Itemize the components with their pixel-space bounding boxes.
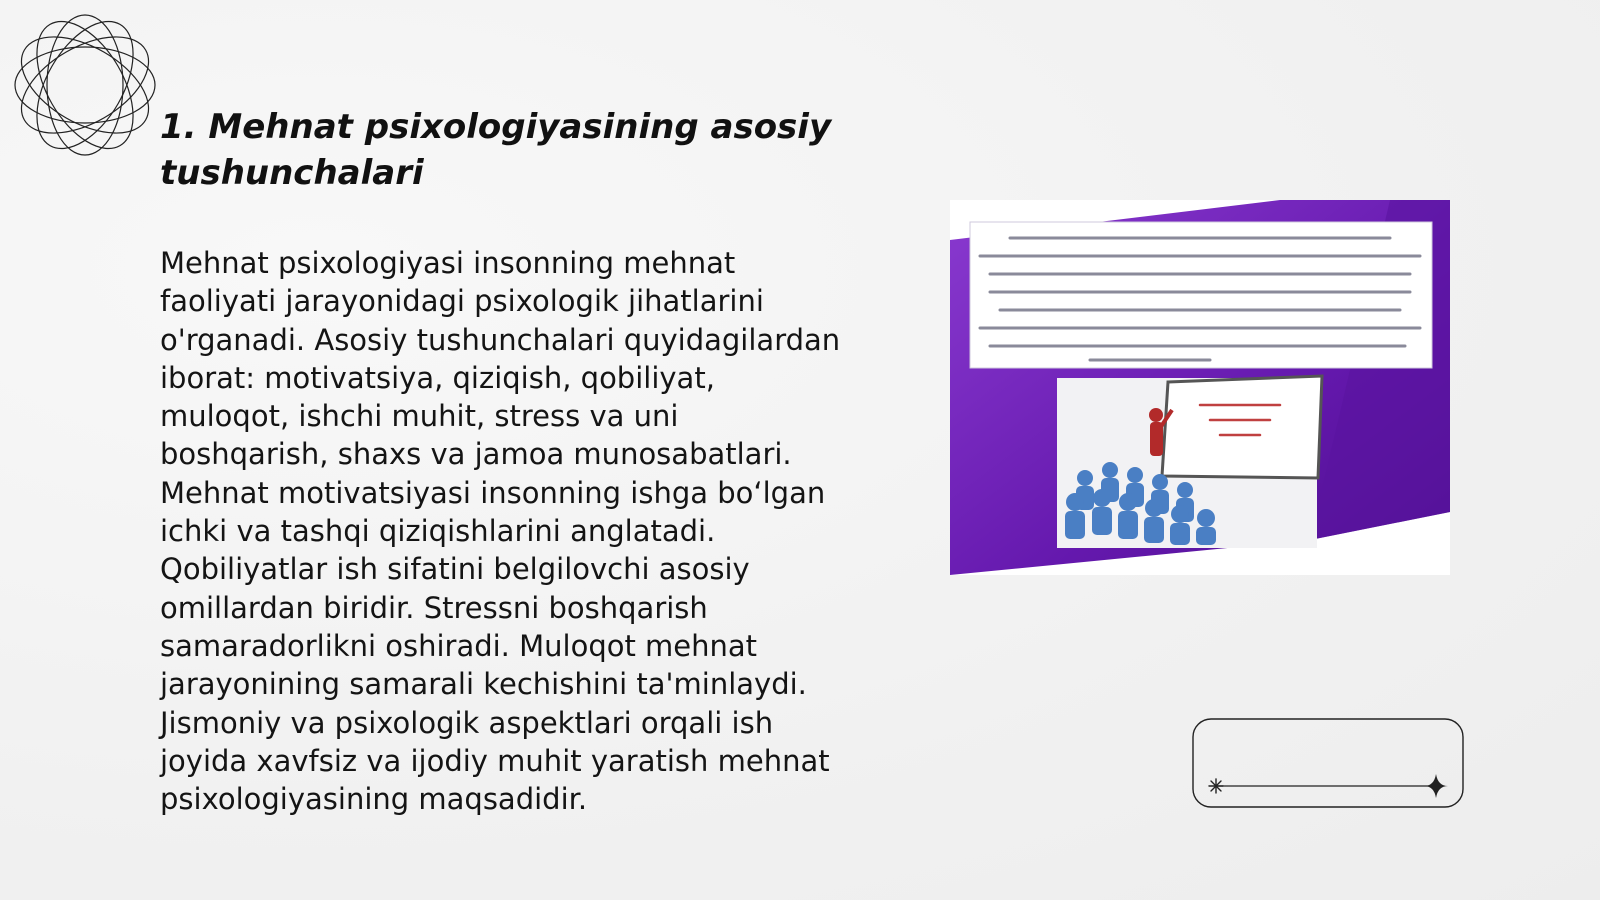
- lecture-illustration-image: [950, 200, 1450, 575]
- sparkle-line-icon: [1192, 718, 1464, 808]
- slide-body-text: Mehnat psixologiyasi insonning mehnat faoliyati jarayonidagi psixologik jihatlarini o'rganadi. Asosiy tushunchalari quyidagilardan iborat: motivatsiya, qiziqish, qobiliyat, muloqot, ishchi muhit, stress va uni boshqarish, shaxs va jamoa munosabatlari. Mehnat motivatsiyasi insonning ishga bo‘lgan ichki va tashqi qiziqishlarini anglatadi. Qobiliyatlar ish sifatini belgilovchi asosiy omillardan biridir. Stressni boshqarish samaradorlikni oshiradi. Muloqot mehnat jarayonining samarali kechishini ta'minlaydi. Jismoniy va psixologik aspektlari orqali ish joyida xavfsiz va ijodiy muhit yaratish mehnat psixologiyasining maqsadidir.: [160, 246, 841, 817]
- orbit-circles-icon: [10, 10, 160, 160]
- slide-title: 1. Mehnat psixologiyasining asosiy tushunchalari: [160, 107, 832, 193]
- lecture-illustration: [950, 200, 1450, 575]
